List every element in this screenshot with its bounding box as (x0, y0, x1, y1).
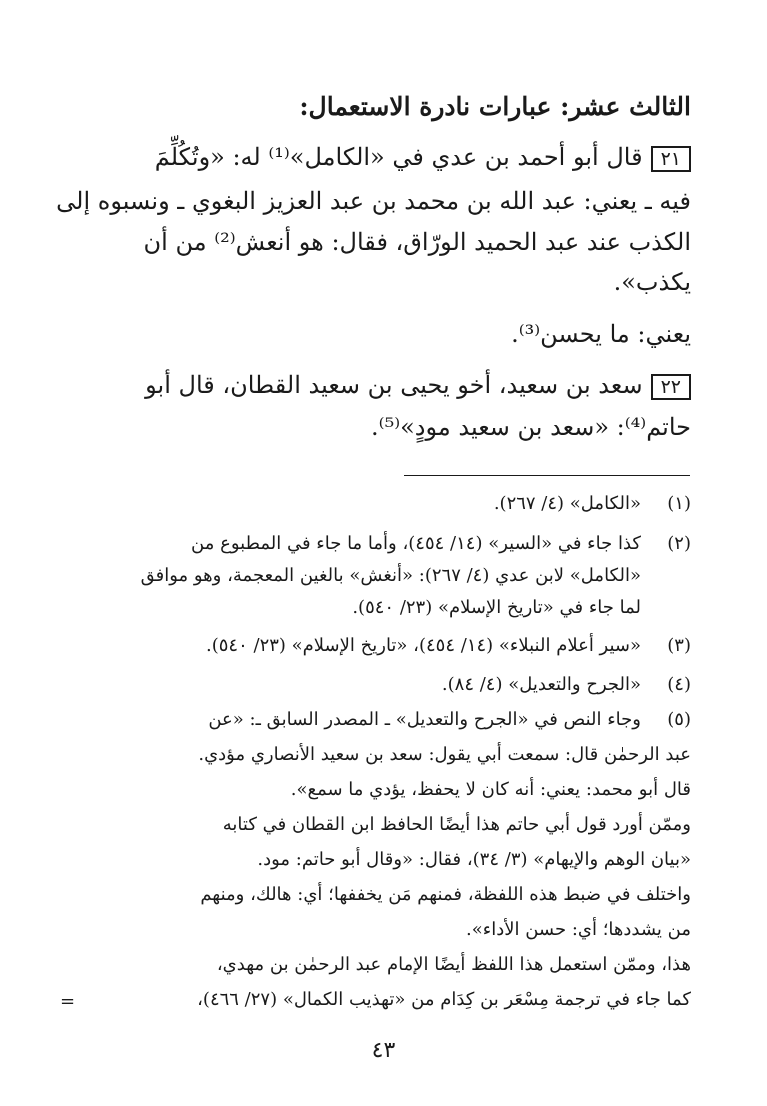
footnote-line: وجاء النص في «الجرح والتعديل» ـ المصدر السابق ـ: «عن (208, 709, 641, 730)
footnote-line: كذا جاء في «السير» (١٤/ ٤٥٤)، وأما ما جاء في المطبوع من (191, 533, 641, 554)
footnote-line: «الكامل» (٤/ ٢٦٧). (493, 493, 641, 514)
section-heading: الثالث عشر: عبارات نادرة الاستعمال: (299, 92, 691, 121)
footnote-number: (٣) (667, 635, 691, 656)
entry-21-line-2: فيه ـ يعني: عبد الله بن محمد بن عبد العزيز البغوي ـ ونسبوه إلى (56, 187, 691, 215)
footnote-line: لما جاء في «تاريخ الإسلام» (٢٣/ ٥٤٠). (352, 597, 641, 618)
footnote-number: (٥) (667, 709, 691, 730)
entry-21-line-3: الكذب عند عبد الحميد الورّاق، فقال: هو أنعش⁽²⁾ من أن (143, 228, 691, 256)
footnote-divider (404, 475, 690, 476)
footnote-line: «الكامل» لابن عدي (٤/ ٢٦٧): «أنغش» بالغين المعجمة، وهو موافق (140, 565, 641, 586)
footnote-line: «الجرح والتعديل» (٤/ ٨٤). (441, 674, 641, 695)
footnote-line: عبد الرحمٰن قال: سمعت أبي يقول: سعد بن سعيد الأنصاري مؤدي. (198, 744, 691, 765)
entry-number-box: ٢١ (651, 146, 691, 172)
continuation-mark: = (60, 991, 76, 1012)
footnote-line: وممّن أورد قول أبي حاتم هذا أيضًا الحافظ ابن القطان في كتابه (222, 814, 691, 835)
footnote-line: قال أبو محمد: يعني: أنه كان لا يحفظ، يؤدي ما سمع». (290, 779, 691, 800)
page-number: ٤٣ (371, 1038, 396, 1063)
entry-21-line-4: يكذب». (613, 268, 691, 296)
footnote-line: «بيان الوهم والإيهام» (٣/ ٣٤)، فقال: «وقال أبو حاتم: مود. (257, 849, 691, 870)
entry-number-box: ٢٢ (651, 374, 691, 400)
yani-line: يعني: ما يحسن⁽³⁾. (511, 320, 691, 348)
entry-21-text-1: قال أبو أحمد بن عدي في «الكامل»⁽¹⁾ له: «وتُكُلِّمَ (154, 143, 643, 171)
footnote-number: (٤) (667, 674, 691, 695)
footnote-line: هذا، وممّن استعمل هذا اللفظ أيضًا الإمام عبد الرحمٰن بن مهدي، (216, 954, 691, 975)
footnote-line: «سير أعلام النبلاء» (١٤/ ٤٥٤)، «تاريخ الإسلام» (٢٣/ ٥٤٠). (206, 635, 641, 656)
entry-22-text-1: سعد بن سعيد، أخو يحيى بن سعيد القطان، قال أبو (145, 371, 643, 399)
footnote-line: كما جاء في ترجمة مِسْعَر بن كِدَام من «تهذيب الكمال» (٢٧/ ٤٦٦)، (197, 989, 691, 1010)
footnote-number: (٢) (667, 533, 691, 554)
footnote-number: (١) (667, 493, 691, 514)
footnote-line: من يشددها؛ أي: حسن الأداء». (466, 919, 691, 940)
entry-22-line-2: حاتم⁽⁴⁾: «سعد بن سعيد مودٍ»⁽⁵⁾. (371, 413, 691, 441)
entry-21-line-1 (155, 141, 691, 173)
footnote-line: واختلف في ضبط هذه اللفظة، فمنهم مَن يخففها؛ أي: هالك، ومنهم (200, 884, 691, 905)
entry-22-line-1 (145, 369, 691, 401)
